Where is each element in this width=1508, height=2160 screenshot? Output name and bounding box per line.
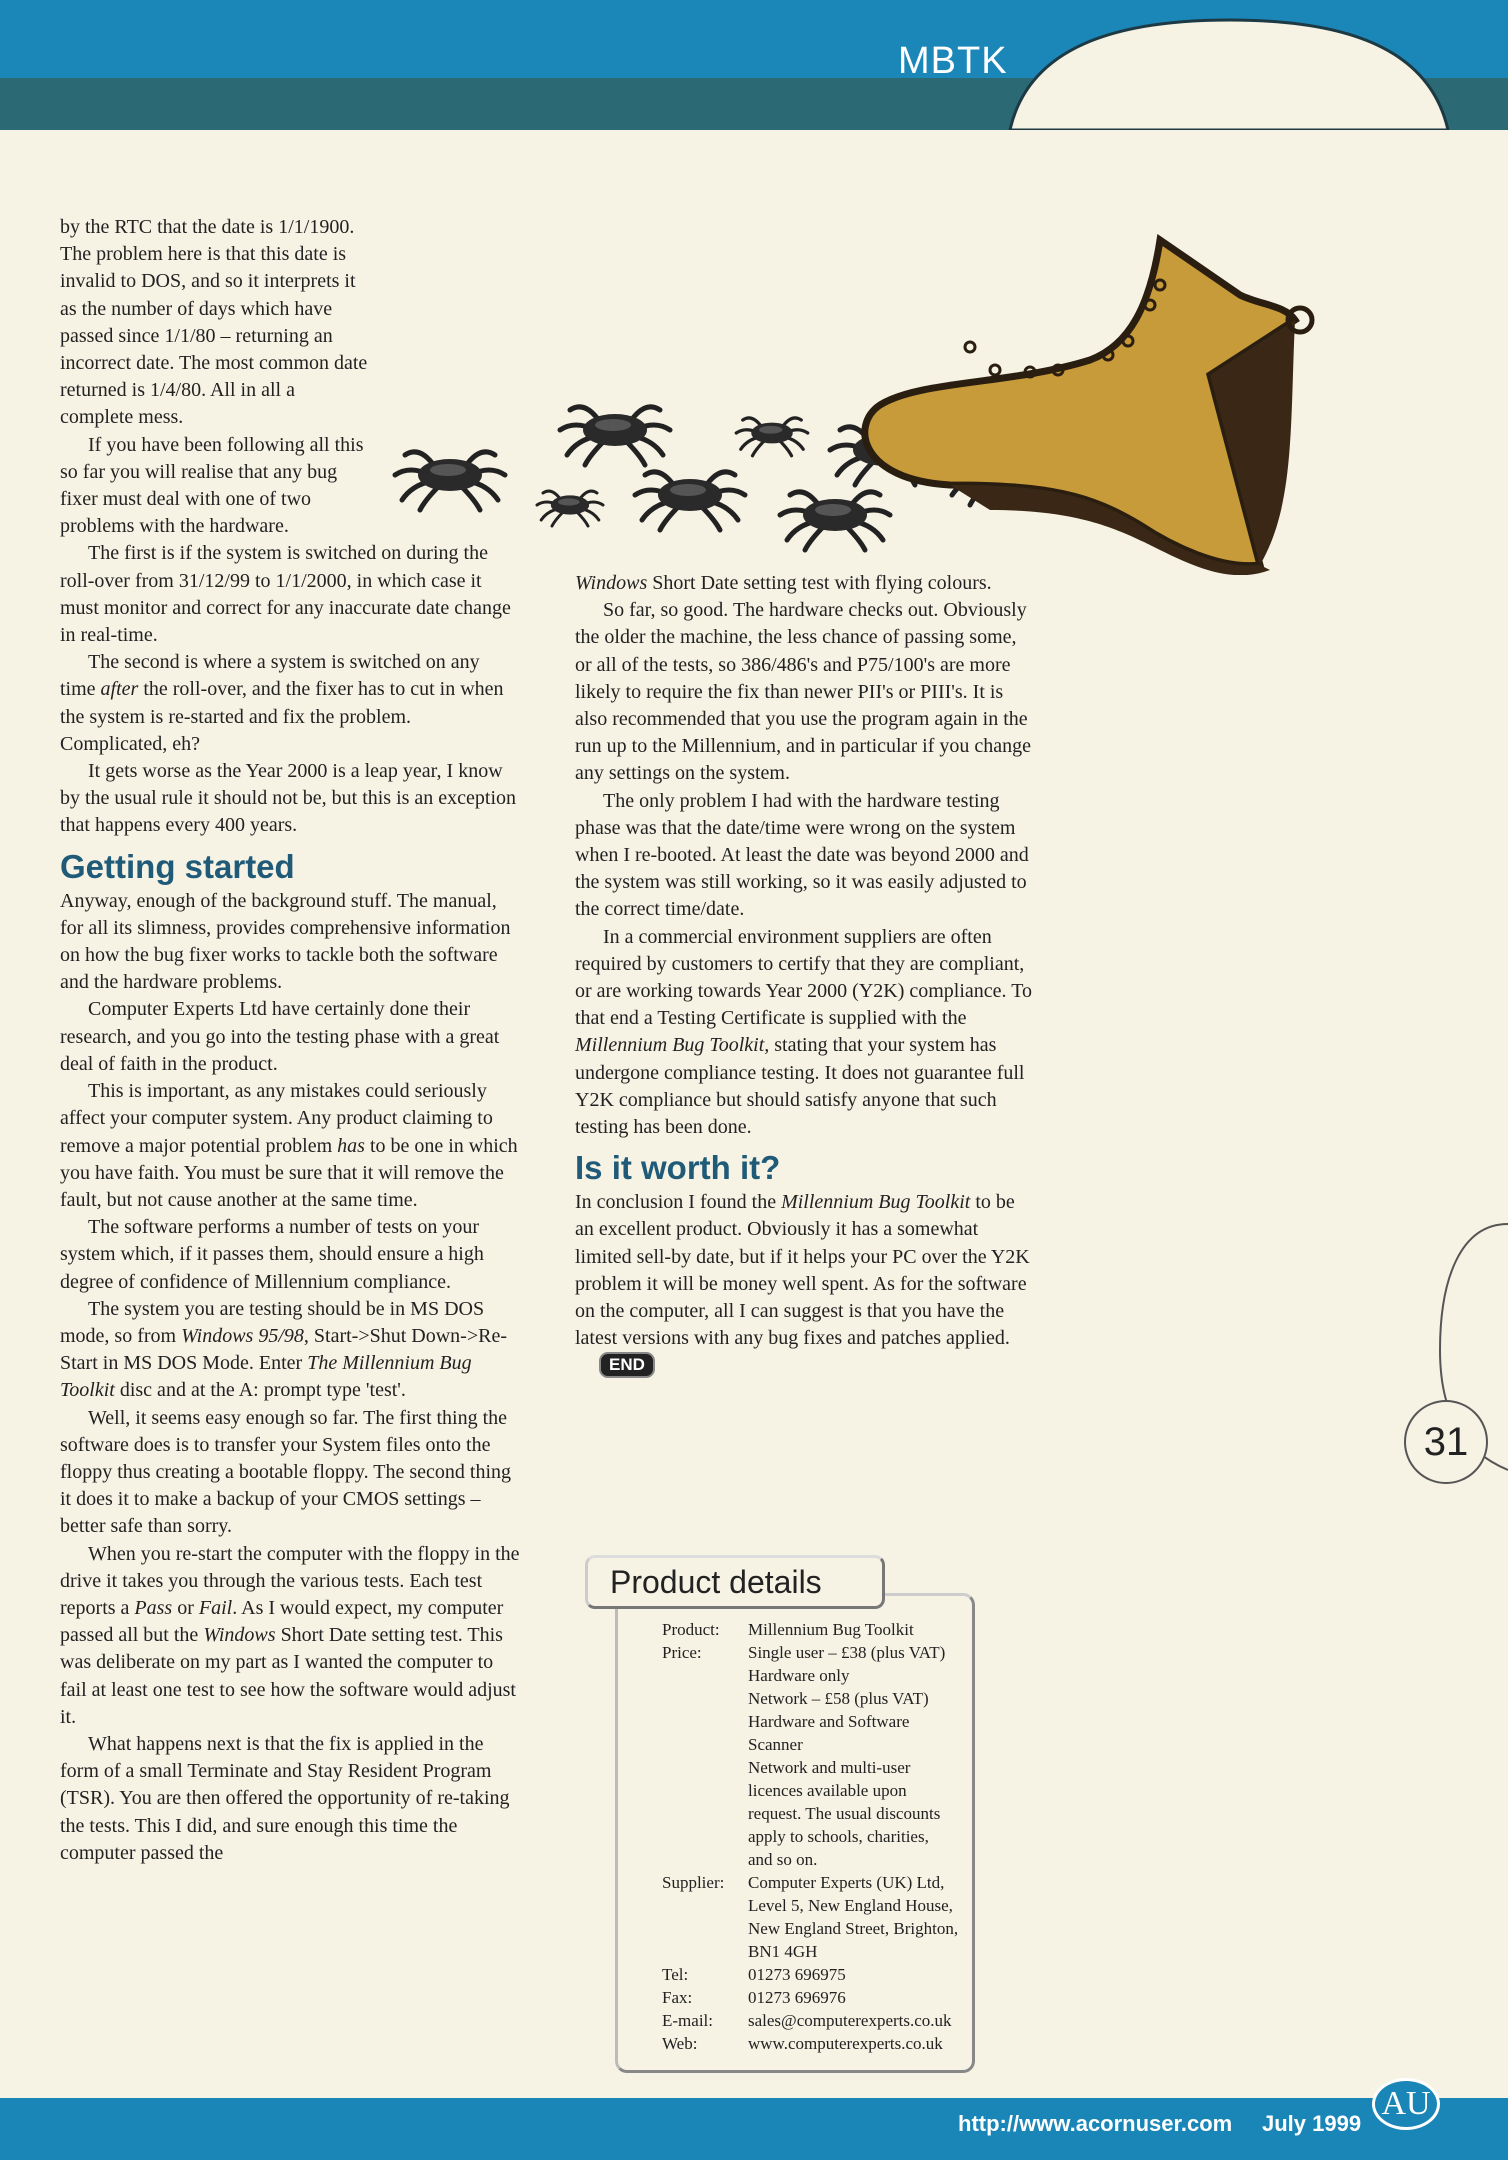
- text: Millennium Bug Toolkit: [781, 1191, 971, 1214]
- text: or: [172, 1596, 199, 1619]
- footer-bar: [0, 2098, 1508, 2160]
- text: the roll-over, and the fixer has to cut in when the system is re-started and fix the problem. Complicated, eh?: [60, 678, 504, 755]
- text: Short Date setting test with flying colours.: [647, 572, 992, 594]
- text: Pass: [134, 1596, 173, 1619]
- text: . As I would expect, my computer passed all but the: [60, 1596, 504, 1647]
- text: Windows 95/98: [181, 1324, 304, 1347]
- product-details-box: [585, 1555, 975, 2075]
- detail-value-line: licences available upon: [748, 1781, 907, 1800]
- text: has: [337, 1134, 365, 1157]
- text: , Start->Shut Down->Re-Start in MS DOS Mode. Enter: [60, 1324, 507, 1375]
- spider-icon: [560, 407, 670, 465]
- paragraph: [575, 924, 1035, 1142]
- text: Windows: [203, 1624, 276, 1647]
- product-details-panel: [615, 1593, 975, 2073]
- paragraph: [575, 570, 1035, 597]
- detail-value-line: Computer Experts (UK) Ltd,: [748, 1873, 945, 1892]
- boot-illustration: [390, 225, 1340, 575]
- end-badge: END: [599, 1352, 655, 1378]
- text: Short Date setting test. This was deliberate on my part as I wanted the computer to fail at least one test to see how the software would adjust it.: [60, 1624, 516, 1728]
- detail-value-line: Network – £58 (plus VAT): [748, 1689, 929, 1708]
- paragraph: by the RTC that the date is 1/1/1900. The problem here is that this date is invalid to DOS, and so it interprets it as the number of days which have passed since 1/1/80 – returning an incorrect date. The most common date returned is 1/4/80. All in all a complete mess.: [60, 216, 368, 429]
- detail-label: Price:: [662, 1643, 702, 1662]
- detail-value: [748, 1986, 958, 2009]
- product-details-title: Product details: [610, 1564, 822, 1600]
- acorn-user-logo: AU: [1372, 2078, 1440, 2130]
- detail-value: [748, 1641, 958, 1871]
- paragraph: So far, so good. The hardware checks out. Obviously the older the machine, the less chance of passing some, or all of the tests, so 386/486's and P75/100's are more likely to require the fix than newer PII's or PIII's. It is also recommended that you use the program again in the run up to the Millennium, and in particular if you change any settings on the system.: [575, 599, 1031, 785]
- detail-value-line: Hardware only: [748, 1666, 850, 1685]
- paragraph: Well, it seems easy enough so far. The first thing the software does is to transfer your System files onto the floppy thus creating a bootable floppy. The second thing it does it to make a backup of your CMOS settings – better safe than sorry.: [60, 1406, 512, 1538]
- section-title: MBTK: [898, 40, 1008, 82]
- text: Fail: [198, 1596, 233, 1619]
- detail-value-line: Level 5, New England House,: [748, 1896, 953, 1915]
- text: The second is where a system is switched on any time: [60, 651, 480, 701]
- text: disc and at the A: prompt type 'test'.: [114, 1379, 406, 1402]
- detail-value-line: www.computerexperts.co.uk: [748, 2034, 943, 2053]
- paragraph: [60, 649, 520, 758]
- detail-value-line: Scanner: [748, 1735, 803, 1754]
- detail-value-line: 01273 696976: [748, 1988, 846, 2007]
- paragraph: [60, 1296, 520, 1405]
- spider-icon: [635, 472, 745, 530]
- detail-row: [662, 1963, 958, 1986]
- text: Millennium Bug Toolkit,: [575, 1034, 770, 1057]
- paragraph: [60, 1541, 520, 1731]
- text: Windows: [575, 572, 648, 594]
- page-number: 31: [1404, 1400, 1488, 1484]
- detail-value-line: sales@computerexperts.co.uk: [748, 2011, 952, 2030]
- detail-value-line: Hardware and Software: [748, 1712, 910, 1731]
- detail-value: [748, 1963, 958, 1986]
- paragraph: It gets worse as the Year 2000 is a leap year, I know by the usual rule it should not be, but this is an exception that happens every 400 years.: [60, 760, 517, 837]
- detail-value: [748, 1871, 958, 1963]
- paragraph: [575, 1189, 1035, 1380]
- text: to be an excellent product. Obviously it has a somewhat limited sell-by date, but if it helps your PC over the Y2K problem it will be money well spent. As for the software on the computer, all I can suggest is that you have the latest versions with any bug fixes and patches applied.: [575, 1191, 1030, 1350]
- detail-value-line: apply to schools, charities,: [748, 1827, 929, 1846]
- detail-label: Web:: [662, 2034, 698, 2053]
- detail-row: [662, 1871, 958, 1963]
- detail-row: [662, 1618, 958, 1641]
- left-column: [60, 214, 520, 1867]
- spider-icon: [736, 418, 808, 456]
- product-details-table: [662, 1618, 958, 2055]
- paragraph: What happens next is that the fix is applied in the form of a small Terminate and Stay Resident Program (TSR). You are then offered the opportunity of re-taking the tests. This I did, and sure enough this time the computer passed the: [60, 1732, 510, 1864]
- paragraph: The only problem I had with the hardware testing phase was that the date/time were wrong on the system when I re-booted. At least the date was beyond 2000 and the system was still working, so it was easily adjusted to the correct time/date.: [575, 789, 1029, 921]
- text: In conclusion I found the: [575, 1191, 782, 1214]
- text: to be one in which you have faith. You must be sure that it will remove the fault, but not cause another at the same time.: [60, 1134, 518, 1211]
- paragraph: Anyway, enough of the background stuff. The manual, for all its slimness, provides comprehensive information on how the bug fixer works to tackle both the software and the hardware problems.: [60, 889, 511, 994]
- text: The system you are testing should be in MS DOS mode, so from: [60, 1297, 485, 1347]
- detail-label: Tel:: [662, 1965, 689, 1984]
- detail-value: [748, 2009, 958, 2032]
- detail-value-line: and so on.: [748, 1850, 818, 1869]
- detail-value-line: Network and multi-user: [748, 1758, 911, 1777]
- detail-value-line: Single user – £38 (plus VAT): [748, 1643, 946, 1662]
- detail-label: Fax:: [662, 1988, 693, 2007]
- text: after: [100, 678, 139, 701]
- paragraph: The software performs a number of tests on your system which, if it passes them, should ensure a high degree of confidence of Millennium compliance.: [60, 1216, 484, 1293]
- spider-icon: [537, 491, 603, 526]
- detail-value-line: request. The usual discounts: [748, 1804, 941, 1823]
- footer-date: July 1999: [1262, 2111, 1362, 2136]
- paragraph: If you have been following all this so far you will realise that any bug fixer must deal with one of two problems with the hardware.: [60, 433, 364, 538]
- text: In a commercial environment suppliers are often required by customers to certify that they are compliant, or are working towards Year 2000 (Y2K) compliance. To that end a Testing Certificate is supplied with the: [575, 925, 1033, 1030]
- detail-value-line: Millennium Bug Toolkit: [748, 1620, 914, 1639]
- detail-value: [748, 2032, 958, 2055]
- header-banner: [0, 0, 1508, 130]
- detail-value-line: New England Street, Brighton,: [748, 1919, 959, 1938]
- section-heading: Getting started: [60, 847, 295, 885]
- detail-row: [662, 2032, 958, 2055]
- boot-icon: [865, 240, 1312, 575]
- paragraph: The first is if the system is switched on during the roll-over from 31/12/99 to 1/1/2000, in which case it must monitor and correct for any inaccurate date change in real-time.: [60, 542, 511, 647]
- text: stating that your system has undergone compliance testing. It does not guarantee full Y2K compliance but should satisfy anyone that such testing has been done.: [575, 1034, 1025, 1139]
- detail-label: Supplier:: [662, 1873, 725, 1892]
- detail-row: [662, 2009, 958, 2032]
- detail-label: Product:: [662, 1620, 720, 1639]
- right-column: [575, 570, 1035, 1381]
- spider-icon: [780, 492, 890, 550]
- text: The Millennium Bug Toolkit: [60, 1352, 472, 1402]
- paragraph: [60, 1078, 520, 1214]
- detail-value-line: BN1 4GH: [748, 1942, 818, 1961]
- paragraph: Computer Experts Ltd have certainly done their research, and you go into the testing phase with a great deal of faith in the product.: [60, 998, 500, 1075]
- detail-label: E-mail:: [662, 2011, 713, 2030]
- detail-value-line: 01273 696975: [748, 1965, 846, 1984]
- detail-value: [748, 1618, 958, 1641]
- text: This is important, as any mistakes could seriously affect your computer system. Any product claiming to remove a major potential problem: [60, 1080, 493, 1157]
- product-details-tab: [585, 1555, 885, 1609]
- detail-row: [662, 1986, 958, 2009]
- text: When you re-start the computer with the floppy in the drive it takes you through the various tests. Each test reports a: [60, 1542, 520, 1619]
- footer-url[interactable]: http://www.acornuser.com: [958, 2111, 1233, 2136]
- section-heading: Is it worth it?: [575, 1149, 781, 1187]
- detail-row: [662, 1641, 958, 1871]
